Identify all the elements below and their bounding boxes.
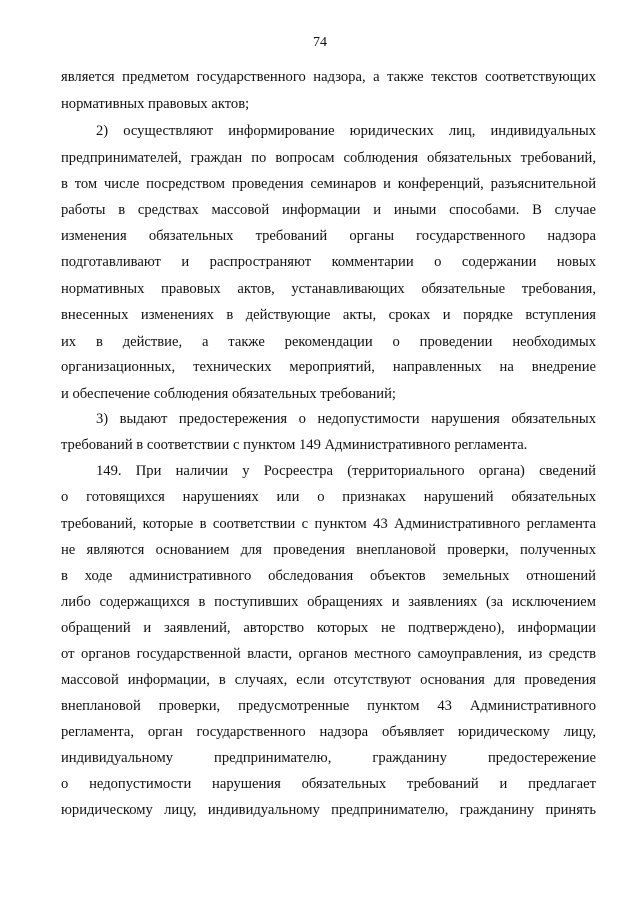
text-line: либо содержащихся в поступивших обращениях и заявлениях (за исключением	[61, 594, 596, 610]
text-line: регламента, орган государственного надзора объявляет юридическому лицу,	[61, 724, 596, 740]
text-line: и обеспечение соблюдения обязательных требований;	[61, 386, 396, 402]
text-line: подготавливают и распространяют комментарии о содержании новых	[61, 254, 596, 270]
text-line: требований в соответствии с пунктом 149 Административного регламента.	[61, 437, 528, 453]
text-line: изменения обязательных требований органы государственного надзора	[61, 228, 596, 244]
text-line: требований, которые в соответствии с пунктом 43 Административного регламента	[61, 516, 596, 532]
text-line: в ходе административного обследования объектов земельных отношений	[61, 568, 596, 584]
paragraph-first-line: 3) выдают предостережения о недопустимости нарушения обязательных	[96, 411, 596, 427]
text-line: работы в средствах массовой информации и иными способами. В случае	[61, 202, 596, 218]
text-line: обращений и заявлений, авторство которых не подтверждено), информации	[61, 620, 596, 636]
text-line: массовой информации, в случаях, если отсутствуют основания для проведения	[61, 672, 596, 688]
paragraph-first-line: 149. При наличии у Росреестра (территориального органа) сведений	[96, 463, 596, 479]
text-line: о недопустимости нарушения обязательных требований и предлагает	[61, 776, 596, 792]
page-number: 74	[313, 35, 327, 50]
text-line: внесенных изменениях в действующие акты, сроках и порядке вступления	[61, 307, 596, 323]
text-line: внеплановой проверки, предусмотренные пунктом 43 Административного	[61, 698, 596, 714]
text-line: юридическому лицу, индивидуальному предпринимателю, гражданину принять	[61, 802, 596, 818]
text-line: не являются основанием для проведения внеплановой проверки, полученных	[61, 542, 596, 558]
text-line: предпринимателей, граждан по вопросам соблюдения обязательных требований,	[61, 150, 596, 166]
text-line: является предметом государственного надзора, а также текстов соответствующих	[61, 69, 596, 85]
text-line: индивидуальному предпринимателю, гражданину предостережение	[61, 750, 596, 766]
text-line: организационных, технических мероприятий, направленных на внедрение	[61, 359, 596, 375]
text-line: о готовящихся нарушениях или о признаках нарушений обязательных	[61, 489, 596, 505]
text-line: их в действие, а также рекомендации о проведении необходимых	[61, 334, 596, 350]
paragraph-first-line: 2) осуществляют информирование юридических лиц, индивидуальных	[96, 123, 596, 139]
text-line: от органов государственной власти, органов местного самоуправления, из средств	[61, 646, 596, 662]
text-line: в том числе посредством проведения семинаров и конференций, разъяснительной	[61, 176, 596, 192]
text-line: нормативных правовых актов;	[61, 96, 250, 112]
text-line: нормативных правовых актов, устанавливающих обязательные требования,	[61, 281, 596, 297]
